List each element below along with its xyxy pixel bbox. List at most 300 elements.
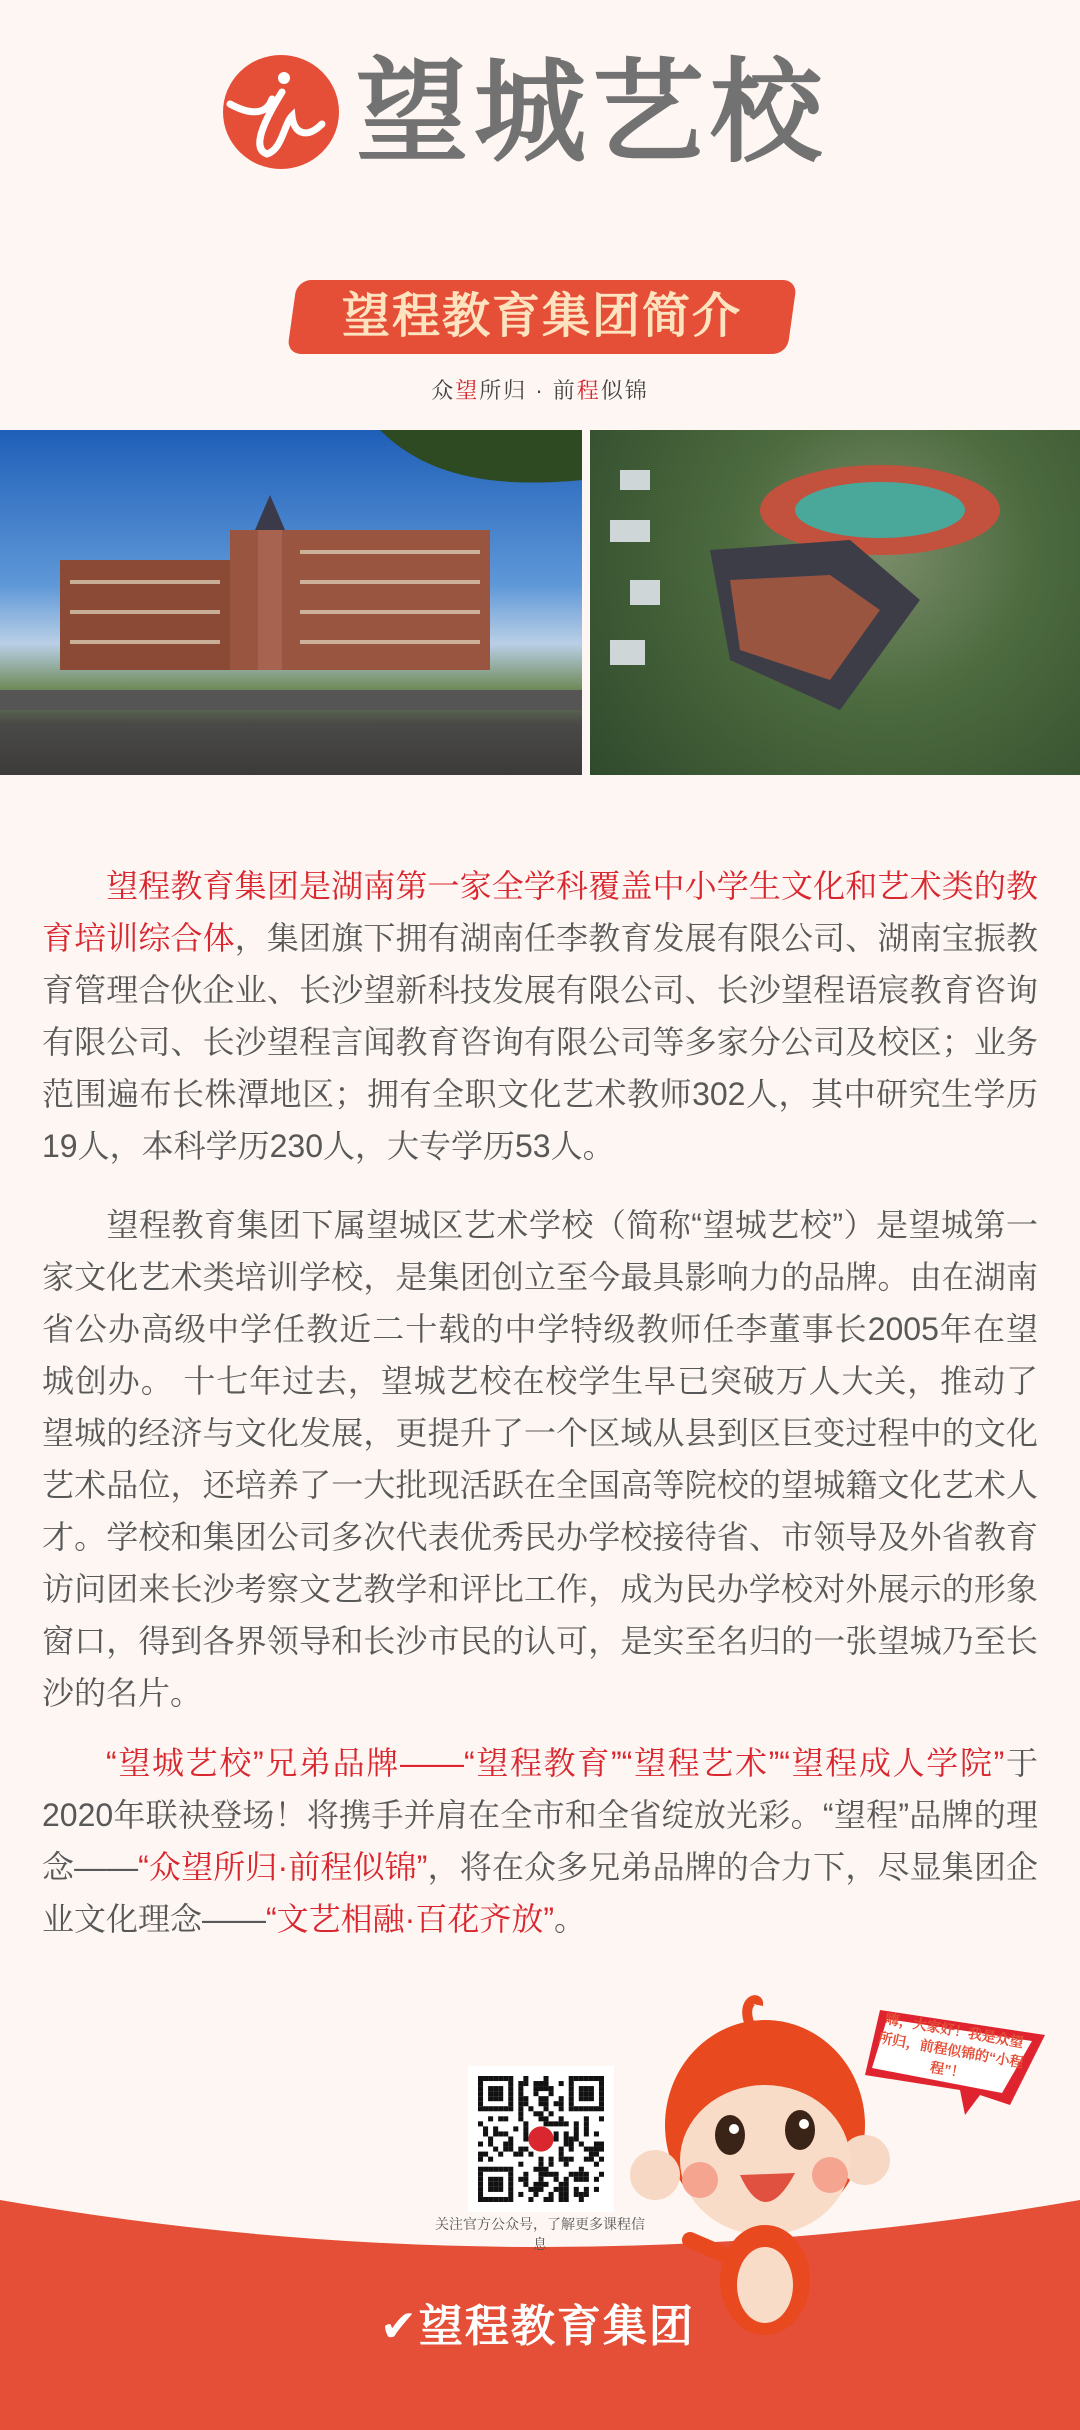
qr-module [538, 2172, 543, 2177]
qr-module [538, 2177, 543, 2182]
qr-center-logo [528, 2126, 553, 2151]
qr-module [488, 2177, 493, 2182]
qr-module [533, 2086, 538, 2091]
qr-module [584, 2187, 589, 2192]
qr-module [483, 2076, 488, 2081]
qr-module [599, 2106, 604, 2111]
qr-module [493, 2167, 498, 2172]
qr-module [549, 2172, 554, 2177]
qr-module [493, 2126, 498, 2131]
qr-module [579, 2192, 584, 2197]
qr-module [523, 2101, 528, 2106]
qr-module [528, 2106, 533, 2111]
qr-module [564, 2142, 569, 2147]
qr-module [493, 2131, 498, 2136]
qr-module [579, 2106, 584, 2111]
qr-module [498, 2197, 503, 2202]
qr-module [589, 2106, 594, 2111]
qr-module [493, 2091, 498, 2096]
qr-module [478, 2177, 483, 2182]
qr-module [569, 2142, 574, 2147]
qr-module [538, 2096, 543, 2101]
qr-module [538, 2081, 543, 2086]
qr-module [559, 2121, 564, 2126]
qr-module [589, 2147, 594, 2152]
qr-module [599, 2076, 604, 2081]
qr-module [599, 2142, 604, 2147]
qr-module [533, 2192, 538, 2197]
qr-module [538, 2162, 543, 2167]
qr-module [493, 2197, 498, 2202]
qr-module [554, 2136, 559, 2141]
qr-module [488, 2197, 493, 2202]
qr-module [564, 2131, 569, 2136]
qr-module [523, 2121, 528, 2126]
qr-module [544, 2121, 549, 2126]
qr-module [523, 2131, 528, 2136]
qr-module [544, 2182, 549, 2187]
qr-module [483, 2106, 488, 2111]
intro-body: 望程教育集团下属望城区艺术学校（简称“望城艺校”）是望城第一家文化艺术类培训学校，是集团创立至今最具影响力的品牌。由在湖南省公办高级中学任教近二十载的中学特级教师任李董事长2005年在望城创办。 十七年过去，望城艺校在校学生早已突破万人大关，推动了望城的经济与文化发展，更提升了一个区域从县到区巨变过程中的文化艺术品位，还培养了一大批现活跃在全国高等院校的望城籍文化艺术人才。学校和集团公司多次代表优秀民办学校接待省、市领导及外省教育访问团来长沙考察文艺教学和评比工作，成为民办学校对外展示的形象窗口，得到各界领导和长沙市民的认可，是实至名归的一张望城乃至长沙的名片。 [42, 1207, 1038, 1711]
qr-module [584, 2076, 589, 2081]
qr-module [599, 2172, 604, 2177]
qr-module [493, 2086, 498, 2091]
qr-module [498, 2177, 503, 2182]
qr-module [503, 2197, 508, 2202]
qr-module [503, 2147, 508, 2152]
qr-module [549, 2157, 554, 2162]
qr-module [559, 2192, 564, 2197]
qr-module [579, 2086, 584, 2091]
qr-module [538, 2116, 543, 2121]
qr-module [584, 2086, 589, 2091]
qr-module [488, 2096, 493, 2101]
qr-code[interactable] [468, 2066, 614, 2212]
qr-module [518, 2152, 523, 2157]
qr-module [503, 2131, 508, 2136]
qr-module [574, 2172, 579, 2177]
qr-module [559, 2182, 564, 2187]
qr-module [559, 2152, 564, 2157]
qr-module [508, 2136, 513, 2141]
qr-module [564, 2192, 569, 2197]
qr-module [574, 2076, 579, 2081]
qr-module [488, 2167, 493, 2172]
qr-module [584, 2177, 589, 2182]
qr-module [544, 2101, 549, 2106]
qr-module [564, 2182, 569, 2187]
qr-module [508, 2096, 513, 2101]
section-title: 望程教育集团简介 [341, 290, 742, 343]
qr-module [549, 2111, 554, 2116]
qr-module [508, 2076, 513, 2081]
qr-module [478, 2142, 483, 2147]
qr-module [498, 2167, 503, 2172]
qr-module [559, 2187, 564, 2192]
qr-module [589, 2157, 594, 2162]
qr-module [559, 2101, 564, 2106]
qr-module [584, 2157, 589, 2162]
qr-module [554, 2101, 559, 2106]
qr-module [579, 2096, 584, 2101]
slogan-part: 众 [431, 378, 456, 403]
qr-module [523, 2096, 528, 2101]
qr-module [599, 2157, 604, 2162]
qr-module [579, 2172, 584, 2177]
qr-module [508, 2106, 513, 2111]
qr-module [544, 2081, 549, 2086]
qr-code-icon [478, 2076, 604, 2202]
qr-module [559, 2106, 564, 2111]
checkmark-logo-icon: ✔ [380, 2302, 419, 2351]
qr-module [549, 2121, 554, 2126]
qr-module [498, 2076, 503, 2081]
qr-module [544, 2076, 549, 2081]
qr-module [584, 2106, 589, 2111]
qr-module [518, 2147, 523, 2152]
qr-module [544, 2197, 549, 2202]
qr-module [599, 2147, 604, 2152]
qr-module [538, 2187, 543, 2192]
qr-module [569, 2136, 574, 2141]
qr-module [579, 2076, 584, 2081]
qr-module [538, 2086, 543, 2091]
qr-module [478, 2187, 483, 2192]
qr-module [478, 2091, 483, 2096]
qr-module [488, 2142, 493, 2147]
qr-module [508, 2101, 513, 2106]
qr-module [589, 2076, 594, 2081]
qr-module [579, 2167, 584, 2172]
qr-module [569, 2081, 574, 2086]
qr-module [549, 2192, 554, 2197]
qr-module [564, 2136, 569, 2141]
qr-module [579, 2177, 584, 2182]
qr-module [538, 2182, 543, 2187]
qr-module [483, 2126, 488, 2131]
qr-module [584, 2126, 589, 2131]
qr-module [569, 2101, 574, 2106]
qr-module [554, 2172, 559, 2177]
qr-module [594, 2147, 599, 2152]
qr-module [589, 2152, 594, 2157]
qr-module [538, 2157, 543, 2162]
qr-module [564, 2162, 569, 2167]
qr-module [508, 2192, 513, 2197]
intro-highlight: 望程教育集团是湖南第一家全学科覆盖中小学生文化和艺术类的教育培训综合体 [42, 868, 1038, 956]
qr-module [533, 2091, 538, 2096]
qr-module [554, 2187, 559, 2192]
qr-module [549, 2162, 554, 2167]
qr-module [488, 2086, 493, 2091]
brand-body: 。 [554, 1901, 587, 1937]
qr-module [584, 2172, 589, 2177]
qr-module [488, 2076, 493, 2081]
qr-module [518, 2081, 523, 2086]
mascot-greeting: 嗨，大家好！我是众望所归，前程似锦的“小程程”！ [877, 2010, 1025, 2081]
qr-module [569, 2076, 574, 2081]
qr-module [528, 2152, 533, 2157]
qr-module [478, 2101, 483, 2106]
qr-module [513, 2152, 518, 2157]
qr-module [544, 2106, 549, 2111]
qr-module [564, 2197, 569, 2202]
qr-module [559, 2116, 564, 2121]
qr-module [523, 2172, 528, 2177]
qr-module [559, 2081, 564, 2086]
qr-module [523, 2076, 528, 2081]
qr-module [523, 2177, 528, 2182]
slogan-highlight: 程 [576, 378, 601, 403]
qr-module [594, 2152, 599, 2157]
qr-module [493, 2187, 498, 2192]
qr-module [564, 2187, 569, 2192]
qr-module [569, 2096, 574, 2101]
brand-highlight: “众望所归·前程似锦” [138, 1849, 428, 1885]
qr-module [493, 2106, 498, 2111]
qr-module [498, 2116, 503, 2121]
qr-module [559, 2147, 564, 2152]
qr-module [503, 2167, 508, 2172]
qr-module [483, 2152, 488, 2157]
qr-module [488, 2157, 493, 2162]
qr-module [599, 2081, 604, 2086]
qr-module [518, 2116, 523, 2121]
qr-module [523, 2136, 528, 2141]
qr-module [544, 2116, 549, 2121]
qr-module [584, 2192, 589, 2197]
qr-module [579, 2091, 584, 2096]
qr-module [549, 2197, 554, 2202]
qr-module [508, 2182, 513, 2187]
footer-brand [380, 2290, 695, 2354]
qr-module [584, 2091, 589, 2096]
qr-module [559, 2197, 564, 2202]
qr-module [508, 2142, 513, 2147]
qr-module [483, 2167, 488, 2172]
qr-module [493, 2177, 498, 2182]
qr-module [533, 2081, 538, 2086]
qr-module [533, 2167, 538, 2172]
qr-module [569, 2106, 574, 2111]
qr-module [518, 2177, 523, 2182]
qr-module [488, 2136, 493, 2141]
qr-module [478, 2106, 483, 2111]
qr-module [589, 2096, 594, 2101]
qr-module [599, 2101, 604, 2106]
qr-module [498, 2106, 503, 2111]
qr-module [574, 2136, 579, 2141]
qr-caption: 关注官方公众号，了解更多课程信息 [435, 2218, 645, 2253]
intro-paragraph-1 [42, 860, 1038, 1172]
qr-module [544, 2172, 549, 2177]
campus-aerial-photo [590, 430, 1080, 775]
qr-module [498, 2091, 503, 2096]
qr-module [493, 2182, 498, 2187]
qr-module [498, 2187, 503, 2192]
qr-module [508, 2147, 513, 2152]
qr-module [574, 2121, 579, 2126]
qr-module [564, 2121, 569, 2126]
qr-module [589, 2086, 594, 2091]
qr-module [559, 2096, 564, 2101]
qr-module [579, 2197, 584, 2202]
qr-module [508, 2172, 513, 2177]
qr-module [574, 2126, 579, 2131]
qr-module [488, 2116, 493, 2121]
qr-module [498, 2086, 503, 2091]
qr-module [513, 2126, 518, 2131]
qr-module [538, 2101, 543, 2106]
qr-module [569, 2086, 574, 2091]
qr-module [503, 2106, 508, 2111]
qr-module [564, 2157, 569, 2162]
qr-module [584, 2121, 589, 2126]
qr-module [544, 2096, 549, 2101]
qr-module [599, 2091, 604, 2096]
qr-module [508, 2091, 513, 2096]
school-building-photo [0, 430, 582, 775]
qr-module [574, 2192, 579, 2197]
qr-module [478, 2096, 483, 2101]
qr-module [508, 2081, 513, 2086]
qr-module [478, 2157, 483, 2162]
qr-module [594, 2142, 599, 2147]
qr-module [518, 2162, 523, 2167]
qr-module [488, 2091, 493, 2096]
qr-module [554, 2131, 559, 2136]
intro-paragraph-2 [42, 1199, 1038, 1719]
qr-module [554, 2177, 559, 2182]
slogan-part: 似锦 [600, 378, 649, 403]
qr-module [493, 2076, 498, 2081]
qr-module [549, 2091, 554, 2096]
qr-module [599, 2096, 604, 2101]
qr-module [518, 2086, 523, 2091]
school-name: 望城艺校 [356, 50, 828, 175]
qr-module [478, 2152, 483, 2157]
qr-module [584, 2147, 589, 2152]
qr-module [498, 2131, 503, 2136]
qr-module [478, 2172, 483, 2177]
qr-module [584, 2096, 589, 2101]
intro-body: ，集团旗下拥有湖南任李教育发展有限公司、湖南宝振教育管理合伙企业、长沙望新科技发展有限公司、长沙望程语宸教育咨询有限公司、长沙望程言闻教育咨询有限公司等多家分公司及校区；业务范围遍布长株潭地区；拥有全职文化艺术教师302人，其中研究生学历19人，本科学历230人，大专学历53人。 [42, 920, 1038, 1164]
slogan-highlight: 望 [455, 378, 480, 403]
qr-module [574, 2177, 579, 2182]
school-logo-icon [222, 54, 340, 170]
brand-highlight: “文艺相融·百花齐放” [266, 1901, 554, 1937]
footer-brand-name: 望程教育集团 [418, 2302, 695, 2351]
qr-module [569, 2157, 574, 2162]
qr-module [584, 2116, 589, 2121]
qr-module [523, 2081, 528, 2086]
qr-module [523, 2182, 528, 2187]
qr-module [544, 2086, 549, 2091]
qr-module [518, 2111, 523, 2116]
mascot-monkey-icon [630, 1995, 890, 2335]
qr-module [508, 2187, 513, 2192]
qr-module [599, 2086, 604, 2091]
qr-module [594, 2106, 599, 2111]
qr-module [584, 2131, 589, 2136]
qr-module [488, 2182, 493, 2187]
qr-module [594, 2177, 599, 2182]
qr-module [508, 2167, 513, 2172]
qr-module [498, 2096, 503, 2101]
qr-module [518, 2091, 523, 2096]
qr-module [544, 2167, 549, 2172]
qr-module [528, 2197, 533, 2202]
qr-module [498, 2152, 503, 2157]
qr-module [569, 2172, 574, 2177]
qr-module [503, 2116, 508, 2121]
qr-module [589, 2091, 594, 2096]
qr-module [508, 2177, 513, 2182]
qr-module [488, 2187, 493, 2192]
brand-body: ，将在众多兄弟品牌的合力下，尽显集团企业文化理念—— [42, 1849, 1038, 1937]
qr-module [594, 2131, 599, 2136]
qr-module [488, 2106, 493, 2111]
qr-module [533, 2111, 538, 2116]
qr-module [574, 2106, 579, 2111]
qr-module [498, 2182, 503, 2187]
qr-module [478, 2076, 483, 2081]
qr-module [538, 2167, 543, 2172]
qr-module [478, 2192, 483, 2197]
qr-module [594, 2187, 599, 2192]
slogan [0, 374, 1080, 405]
qr-module [503, 2142, 508, 2147]
qr-module [569, 2091, 574, 2096]
brand-highlight: “望城艺校”兄弟品牌——“望程教育”“望程艺术”“望程成人学院” [106, 1745, 1005, 1781]
qr-module [493, 2147, 498, 2152]
qr-module [559, 2157, 564, 2162]
qr-module [564, 2177, 569, 2182]
qr-module [483, 2131, 488, 2136]
qr-module [538, 2111, 543, 2116]
qr-module [574, 2131, 579, 2136]
qr-module [478, 2182, 483, 2187]
qr-module [503, 2076, 508, 2081]
qr-module [579, 2142, 584, 2147]
intro-paragraph-3 [42, 1737, 1038, 1945]
slogan-part: 所归 · 前 [479, 378, 577, 403]
qr-module [569, 2147, 574, 2152]
qr-module [483, 2197, 488, 2202]
qr-module [518, 2106, 523, 2111]
qr-module [518, 2096, 523, 2101]
qr-module [528, 2187, 533, 2192]
qr-module [533, 2182, 538, 2187]
qr-module [493, 2096, 498, 2101]
qr-module [508, 2197, 513, 2202]
qr-module [518, 2101, 523, 2106]
brand-body: 于2020年联袂登场！将携手并肩在全市和全省绽放光彩。“望程”品牌的理念—— [42, 1745, 1038, 1885]
qr-module [533, 2187, 538, 2192]
qr-module [549, 2086, 554, 2091]
qr-module [523, 2147, 528, 2152]
qr-module [599, 2116, 604, 2121]
qr-module [478, 2167, 483, 2172]
qr-module [574, 2187, 579, 2192]
qr-module [594, 2076, 599, 2081]
qr-module [478, 2081, 483, 2086]
qr-module [594, 2162, 599, 2167]
qr-module [478, 2121, 483, 2126]
qr-module [508, 2086, 513, 2091]
qr-module [518, 2192, 523, 2197]
qr-module [523, 2126, 528, 2131]
